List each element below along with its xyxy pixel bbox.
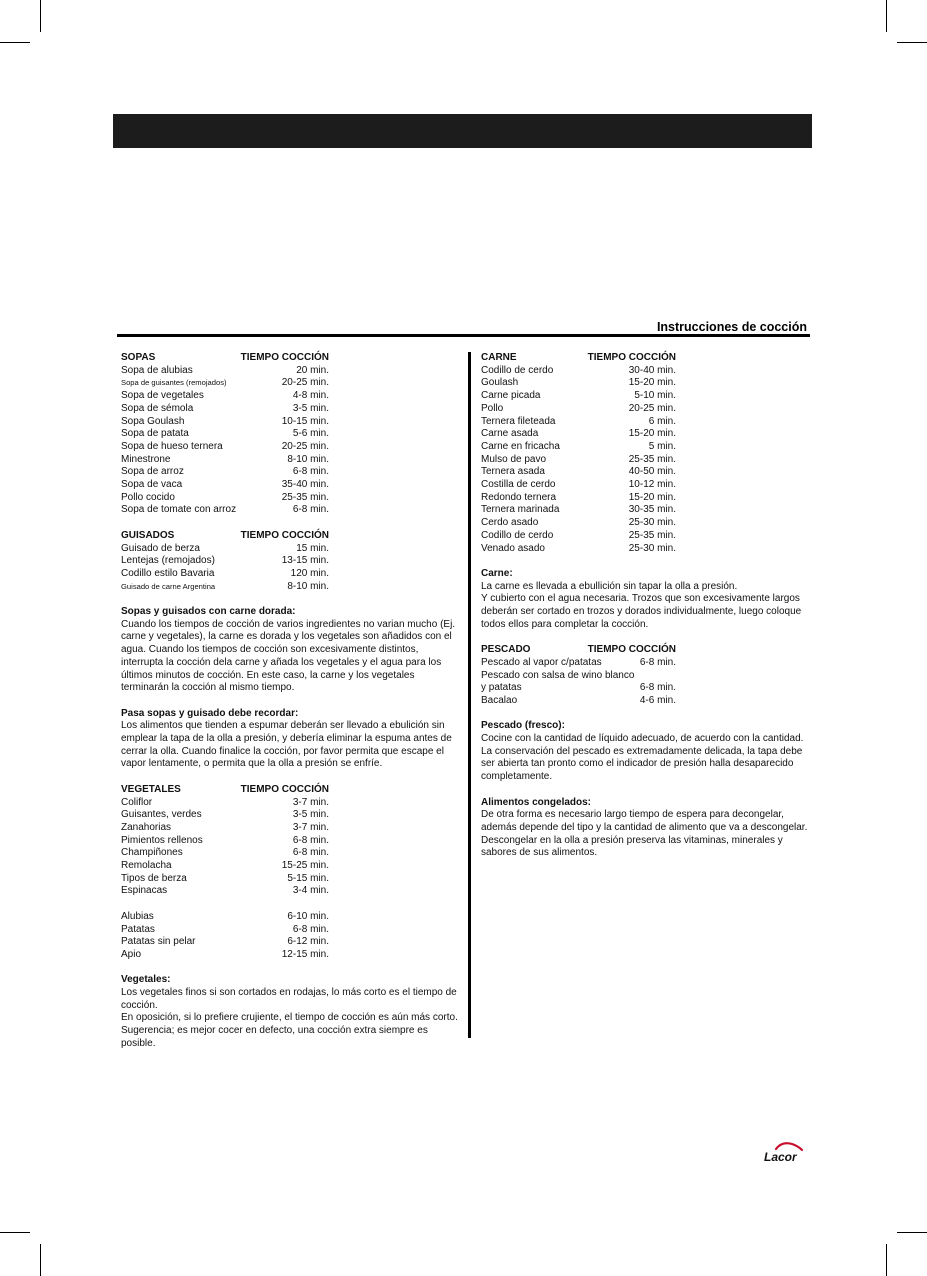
table-row: Sopa de tomate con arroz 6-8 min. bbox=[121, 504, 329, 516]
table-row: Sopa de sémola 3-5 min. bbox=[121, 402, 329, 414]
table-row: Pescado al vapor c/patatas 6-8 min. bbox=[481, 656, 676, 668]
table-row: Sopa de alubias 20 min. bbox=[121, 364, 329, 376]
left-column bbox=[121, 352, 461, 1051]
table-row: Patatas 6-8 min. bbox=[121, 923, 329, 935]
table-row: Ternera marinada 30-35 min. bbox=[481, 504, 676, 516]
logo-text: Lacor bbox=[764, 1150, 797, 1164]
table-row: Ternera fileteada 6 min. bbox=[481, 415, 676, 427]
table-row: Carne asada 15-20 min. bbox=[481, 428, 676, 440]
table-row: Codillo estilo Bavaria 120 min. bbox=[121, 567, 329, 579]
table-row: Carne en fricacha 5 min. bbox=[481, 440, 676, 452]
table-row: Venado asado 25-30 min. bbox=[481, 542, 676, 554]
table-row: Pollo cocido 25-35 min. bbox=[121, 491, 329, 503]
section-title: Instrucciones de cocción bbox=[656, 320, 807, 334]
table-row: Apio 12-15 min. bbox=[121, 948, 329, 960]
table-row: Pimientos rellenos 6-8 min. bbox=[121, 834, 329, 846]
pescado-table bbox=[481, 644, 676, 708]
table-row: Codillo de cerdo 30-40 min. bbox=[481, 364, 676, 376]
right-column bbox=[481, 352, 811, 860]
table-row: Bacalao 4-6 min. bbox=[481, 694, 676, 706]
table-row: Sopa de hueso ternera 20-25 min. bbox=[121, 440, 329, 452]
vegetales-table bbox=[121, 784, 329, 962]
note-pescado-fresco: Pescado (fresco): Cocine con la cantidad de líquido adecuado, de acuerdo con la cantidad. La conservación del pescado es extremadamente delicada, la tapa debe ser abierta tan pronto como el indicador de presión halla desaparecido completamente. bbox=[481, 720, 804, 783]
crop-mark bbox=[886, 1244, 887, 1276]
table-row: Guisantes, verdes 3-5 min. bbox=[121, 809, 329, 821]
table-title: VEGETALES bbox=[121, 783, 181, 795]
table-row: Ternera asada 40-50 min. bbox=[481, 466, 676, 478]
header-banner bbox=[113, 114, 812, 148]
table-row: Coliflor 3-7 min. bbox=[121, 796, 329, 808]
note-carne: Carne: La carne es llevada a ebullición sin tapar la olla a presión. Y cubierto con el agua necesaria. Trozos que son excesivamente largos deberán ser cortado en trozos y dorados individualmente, luego coloque todos ellos para completar la cocción. bbox=[481, 567, 802, 630]
table-row: Patatas sin pelar 6-12 min. bbox=[121, 936, 329, 948]
table-row: Champiñones 6-8 min. bbox=[121, 847, 329, 859]
crop-mark bbox=[0, 42, 30, 43]
table-row: Costilla de cerdo 10-12 min. bbox=[481, 479, 676, 491]
note-vegetales: Vegetales: Los vegetales finos si son cortados en rodajas, lo más corto es el tiempo de cocción. En oposición, si lo prefiere crujiente, el tiempo de cocción es aún más corto. Sugerencia; es mejor cocer en defecto, una cocción extra siempre es posible. bbox=[121, 974, 458, 1049]
table-row: Mulso de pavo 25-35 min. bbox=[481, 453, 676, 465]
table-row: Espinacas 3-4 min. bbox=[121, 885, 329, 897]
crop-mark bbox=[0, 1232, 30, 1233]
column-header: TIEMPO COCCIÓN bbox=[587, 352, 676, 363]
table-row: Sopa de patata 5-6 min. bbox=[121, 428, 329, 440]
sopas-table bbox=[121, 352, 329, 517]
note-dorada: Sopas y guisados con carne dorada: Cuando los tiempos de cocción de varios ingredientes no varian mucho (Ej. carne y vegetales), la carne es dorada y los vegetales son añadidos con el agua. Cuando los tiempos de cocción son excesivamente distintos, interrupta la cocción dela carne y añada los vegetales y el agua para los últimos minutos de cocción. En este caso, la carne y los vegetales terminarán la cocción al mismo tiempo. bbox=[121, 606, 456, 694]
table-title: SOPAS bbox=[121, 352, 156, 363]
guisados-table bbox=[121, 530, 329, 594]
table-row: Pollo 20-25 min. bbox=[481, 402, 676, 414]
table-row: Guisado de carne Argentina 8-10 min. bbox=[121, 580, 329, 592]
lacor-logo bbox=[762, 1140, 814, 1164]
section-rule bbox=[117, 334, 810, 337]
table-row: Zanahorias 3-7 min. bbox=[121, 821, 329, 833]
crop-mark bbox=[897, 42, 927, 43]
column-divider bbox=[468, 352, 471, 1038]
note-recordar: Pasa sopas y guisado debe recordar: Los alimentos que tienden a espumar deberán ser llevado a ebulición sin emplear la tapa de la olla a presión, y debería eliminar la espuma antes de cerrar la olla. Cuando finalice la cocción, por favor permita que escape el vapor lentamente, o permita que la olla a presión se enfríe. bbox=[121, 707, 452, 770]
table-row: Pescado con salsa de wino blanco bbox=[481, 669, 635, 681]
crop-mark bbox=[897, 1232, 927, 1233]
column-header: TIEMPO COCCIÓN bbox=[240, 352, 329, 363]
table-row: Remolacha 15-25 min. bbox=[121, 860, 329, 872]
crop-mark bbox=[886, 0, 887, 32]
table-row: Sopa de vegetales 4-8 min. bbox=[121, 390, 329, 402]
column-header: TIEMPO COCCIÓN bbox=[587, 644, 676, 656]
table-row: y patatas 6-8 min. bbox=[481, 682, 676, 694]
table-row: Redondo ternera 15-20 min. bbox=[481, 491, 676, 503]
table-row: Alubias 6-10 min. bbox=[121, 910, 329, 922]
table-row: Minestrone 8-10 min. bbox=[121, 453, 329, 465]
table-title: CARNE bbox=[481, 352, 517, 363]
table-title: PESCADO bbox=[481, 644, 531, 656]
table-row: Cerdo asado 25-30 min. bbox=[481, 517, 676, 529]
table-title: GUISADOS bbox=[121, 529, 175, 541]
table-row: Goulash 15-20 min. bbox=[481, 377, 676, 389]
column-header: TIEMPO COCCIÓN bbox=[240, 529, 329, 541]
table-row: Guisado de berza 15 min. bbox=[121, 542, 329, 554]
column-header: TIEMPO COCCIÓN bbox=[240, 783, 329, 795]
crop-mark bbox=[40, 0, 41, 32]
table-row: Sopa de vaca 35-40 min. bbox=[121, 479, 329, 491]
table-row: Carne picada 5-10 min. bbox=[481, 390, 676, 402]
table-row: Sopa Goulash 10-15 min. bbox=[121, 415, 329, 427]
table-row: Tipos de berza 5-15 min. bbox=[121, 872, 329, 884]
table-row: Lentejas (remojados) 13-15 min. bbox=[121, 555, 329, 567]
table-row: Codillo de cerdo 25-35 min. bbox=[481, 529, 676, 541]
table-row: Sopa de guisantes (remojados) 20-25 min. bbox=[121, 377, 329, 389]
crop-mark bbox=[40, 1244, 41, 1276]
carne-table bbox=[481, 352, 676, 555]
note-congelados: Alimentos congelados: De otra forma es necesario largo tiempo de espera para decongelar, además depende del tipo y la cantidad de alimento que va a descongelar. Descongelar en la olla a presión preserva las vitaminas, minerales y sabores de sus alimentos. bbox=[481, 796, 808, 859]
table-row: Sopa de arroz 6-8 min. bbox=[121, 466, 329, 478]
